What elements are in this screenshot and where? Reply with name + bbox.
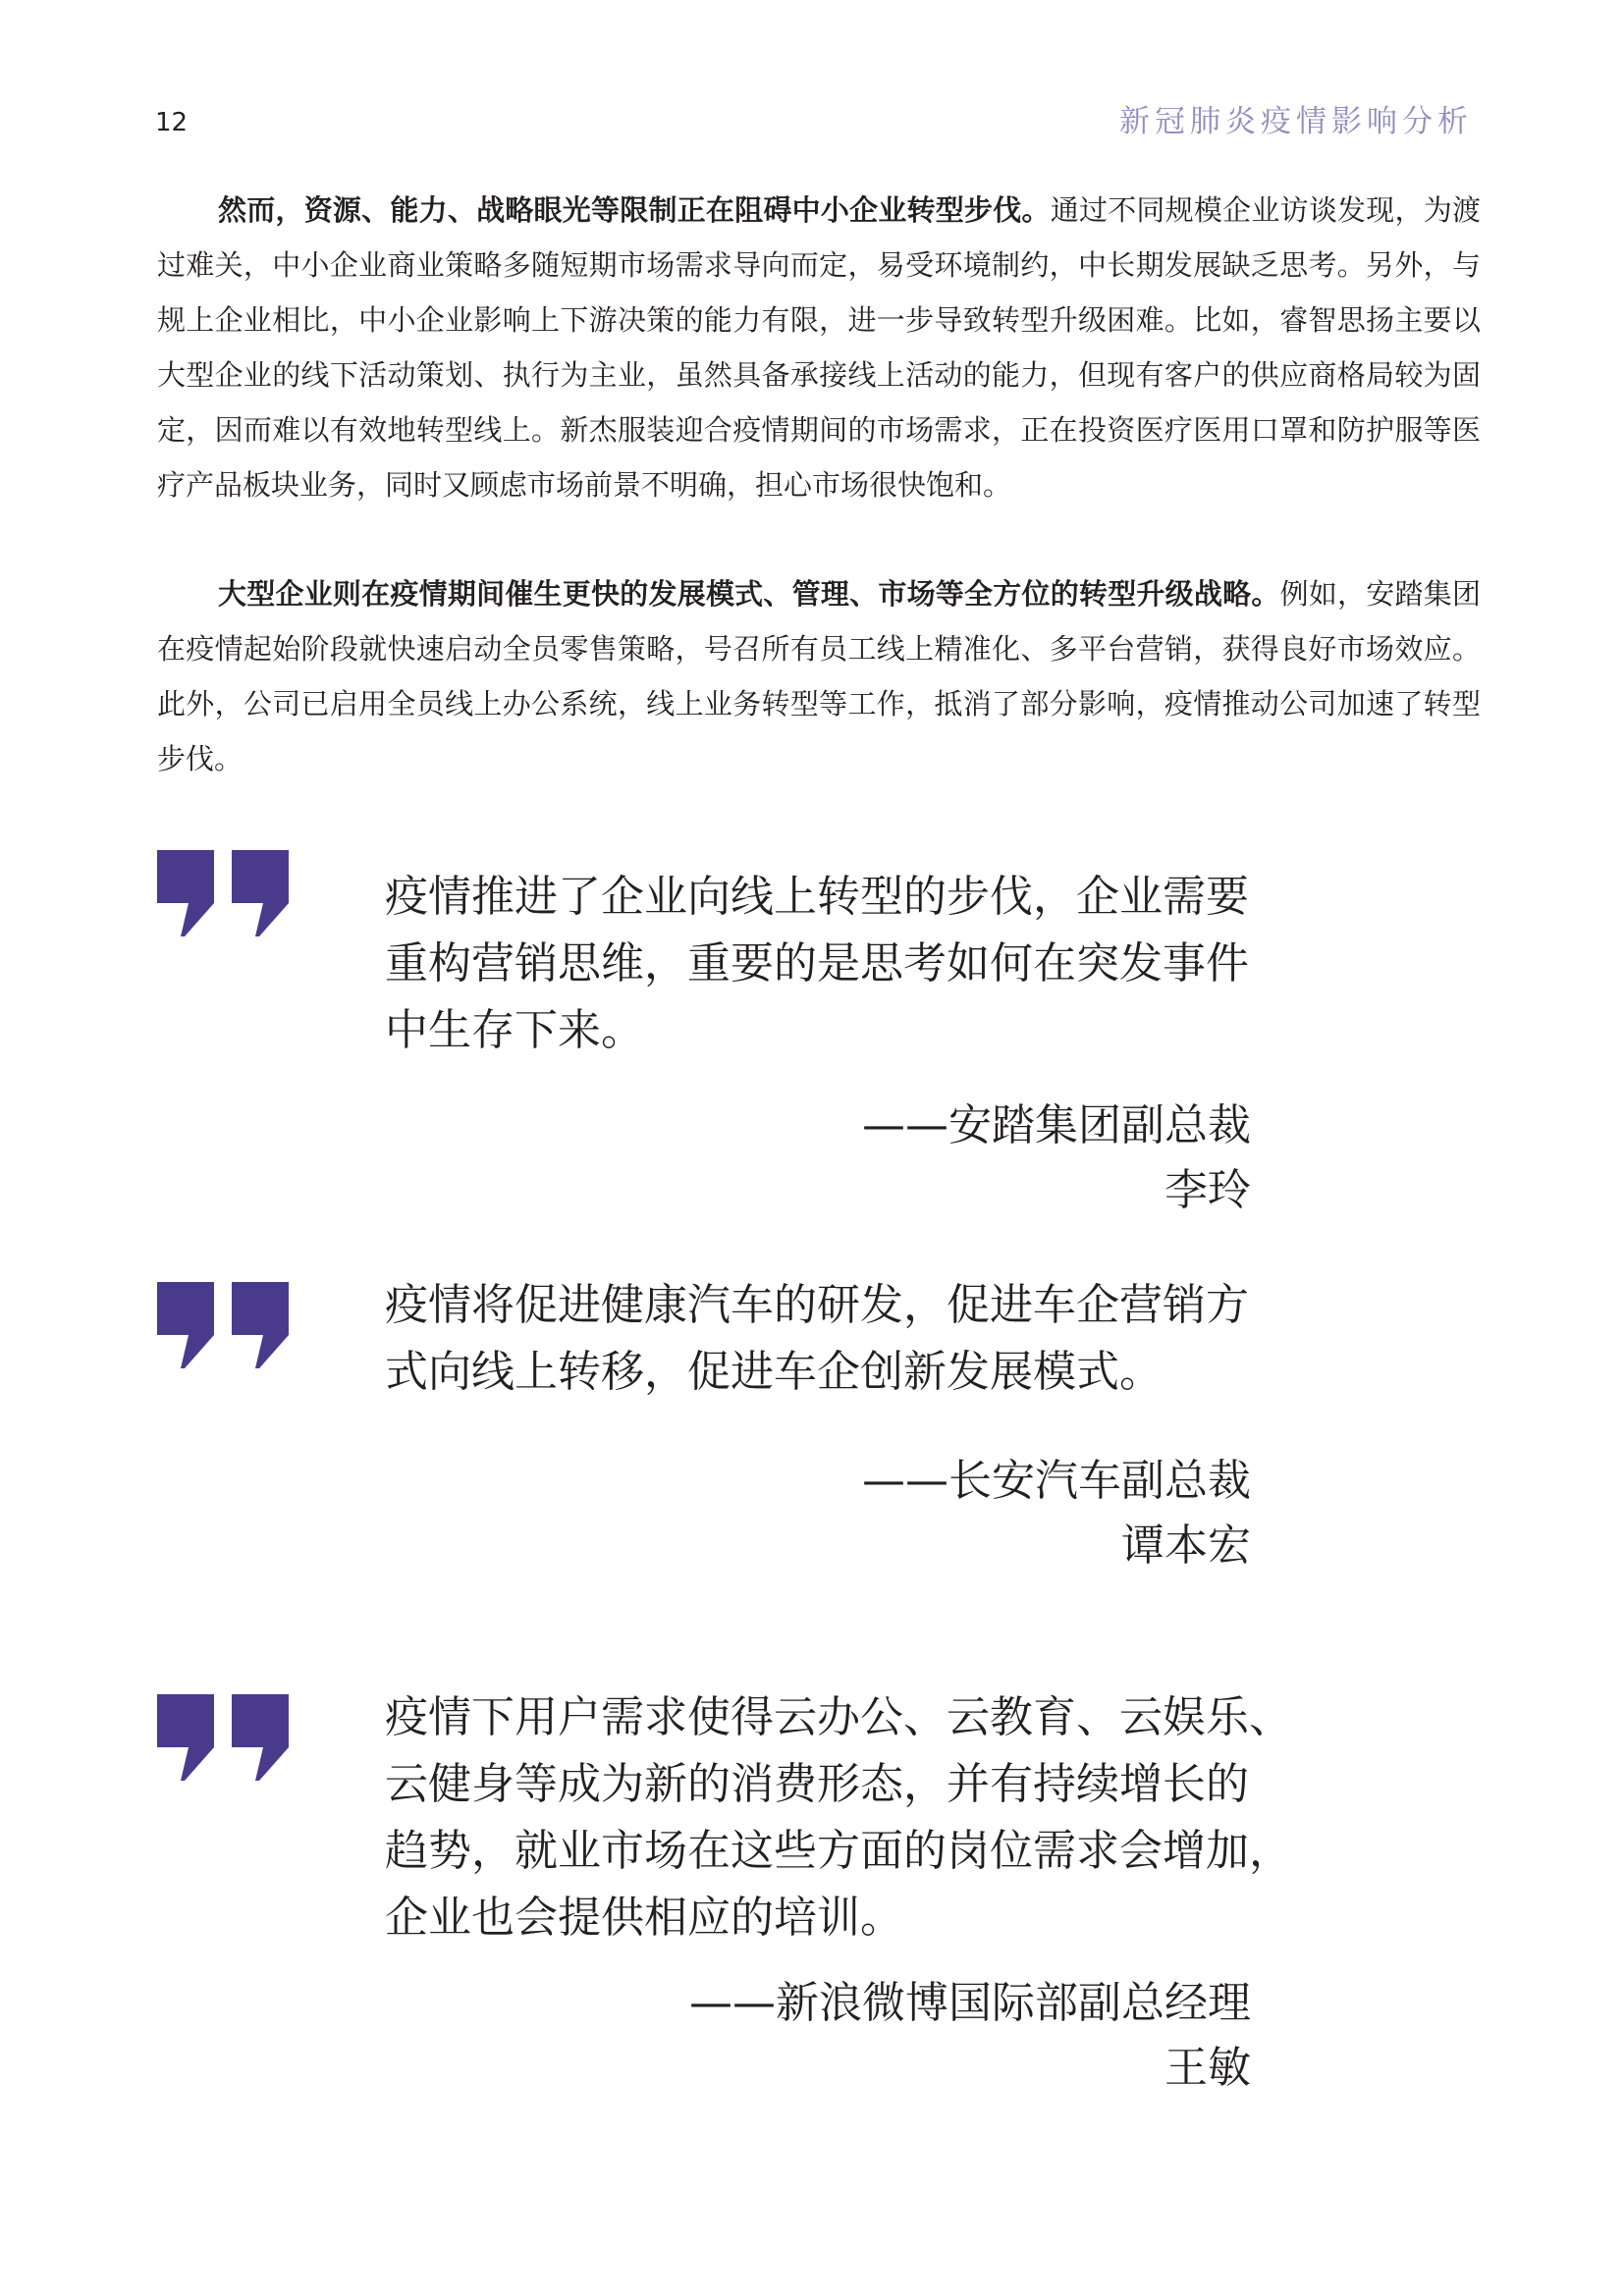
quote-text xyxy=(385,1684,1292,1951)
quote-attribution xyxy=(689,1971,1251,2101)
attribution-title: ——长安汽车副总裁 xyxy=(862,1456,1251,1506)
quote-line: 重构营销思维，重要的是思考如何在突发事件 xyxy=(385,938,1249,988)
paragraph-body: 通过不同规模企业访谈发现，为渡过难关，中小企业商业策略多随短期市场需求导向而定，易受环境制约，中长期发展缺乏思考。另外，与规上企业相比，中小企业影响上下游决策的能力有限，进一步导致转型升级困难。比如，睿智思扬主要以大型企业的线下活动策划、执行为主业，虽然具备承接线上活动的能力，但现有客户的供应商格局较为固定，因而难以有效地转型线上。新杰服装迎合疫情期间的市场需求，正在投资医疗医用口罩和防护服等医疗产品板块业务，同时又顾虑市场前景不明确，担心市场很快饱和。 xyxy=(157,193,1481,502)
page-number: 12 xyxy=(155,108,189,137)
paragraph-lead: 大型企业则在疫情期间催生更快的发展模式、管理、市场等全方位的转型升级战略。 xyxy=(218,577,1280,611)
attribution-name: 谭本宏 xyxy=(1121,1521,1251,1571)
attribution-title: ——新浪微博国际部副总经理 xyxy=(689,1978,1251,2028)
quote-line: 趋势，就业市场在这些方面的岗位需求会增加， xyxy=(385,1826,1292,1876)
quote-line: 疫情下用户需求使得云办公、云教育、云娱乐、 xyxy=(385,1692,1292,1742)
quote-line: 疫情将促进健康汽车的研发，促进车企营销方 xyxy=(385,1280,1249,1330)
body-paragraph xyxy=(157,183,1481,512)
quote-mark-icon xyxy=(157,1694,293,1783)
quote-text xyxy=(385,1272,1259,1406)
quote-line: 疫情推进了企业向线上转型的步伐，企业需要 xyxy=(385,872,1249,922)
quote-line: 企业也会提供相应的培训。 xyxy=(385,1893,903,1943)
quote-line: 中生存下来。 xyxy=(385,1005,644,1055)
quote-line: 云健身等成为新的消费形态，并有持续增长的 xyxy=(385,1759,1249,1809)
quote-mark-icon xyxy=(157,850,293,938)
quote-attribution xyxy=(862,1094,1251,1223)
attribution-name: 王敏 xyxy=(1164,2043,1251,2093)
running-header: 新冠肺炎疫情影响分析 xyxy=(1119,104,1473,139)
body-paragraph xyxy=(157,566,1481,786)
attribution-name: 李玲 xyxy=(1164,1165,1251,1215)
quote-mark-icon xyxy=(157,1282,293,1370)
paragraph-lead: 然而，资源、能力、战略眼光等限制正在阻碍中小企业转型步伐。 xyxy=(218,193,1051,227)
paragraph-body: 例如，安踏集团在疫情起始阶段就快速启动全员零售策略，号召所有员工线上精准化、多平台营销，获得良好市场效应。此外，公司已启用全员线上办公系统，线上业务转型等工作，抵消了部分影响，疫情推动公司加速了转型步伐。 xyxy=(157,577,1481,775)
quote-text xyxy=(385,864,1259,1064)
quote-attribution xyxy=(862,1449,1251,1578)
quote-line: 式向线上转移，促进车企创新发展模式。 xyxy=(385,1347,1163,1397)
attribution-title: ——安踏集团副总裁 xyxy=(862,1100,1251,1150)
